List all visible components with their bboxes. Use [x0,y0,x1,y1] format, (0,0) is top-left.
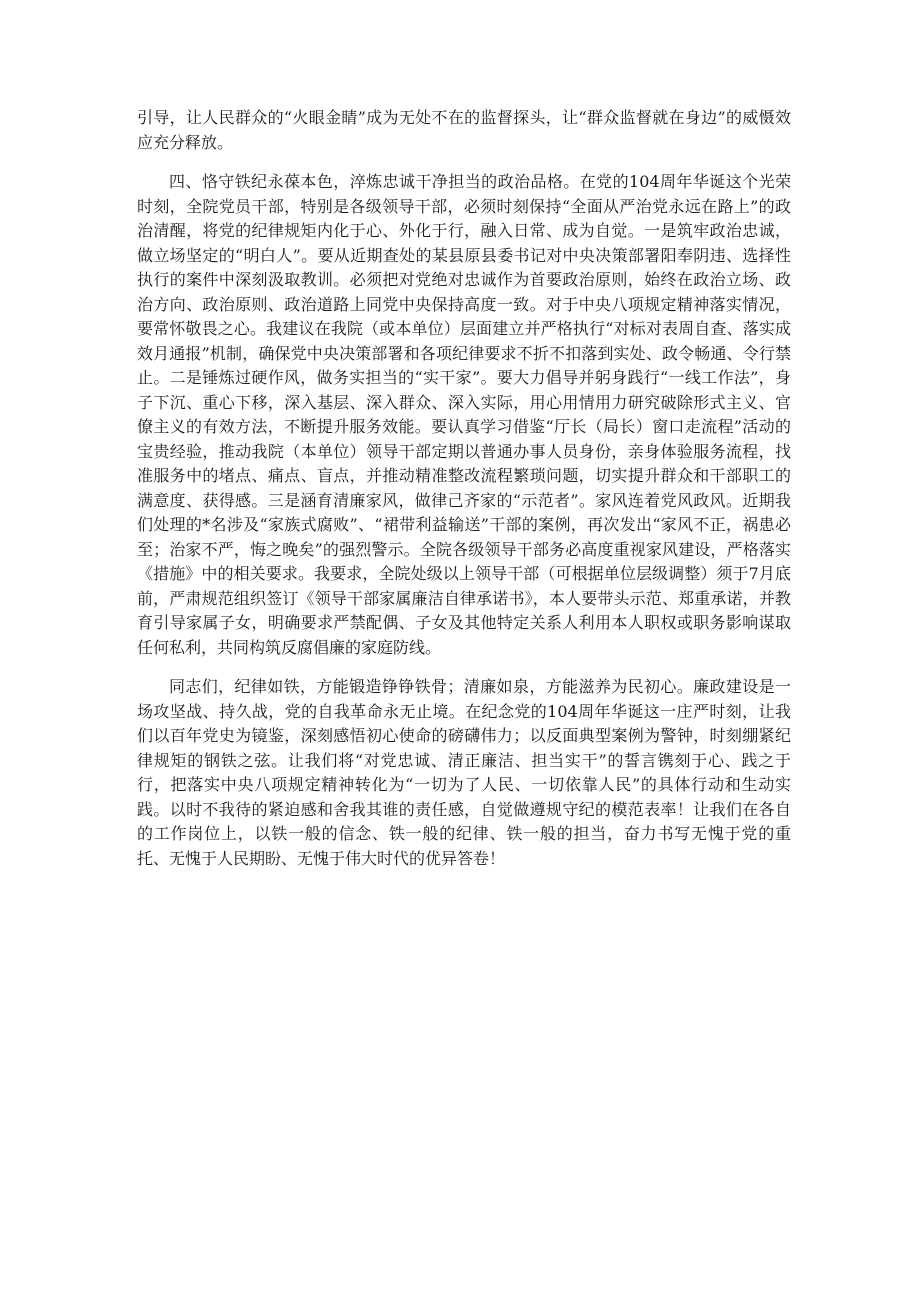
document-body [137,106,791,886]
paragraph-conclusion: 同志们，纪律如铁，方能锻造铮铮铁骨；清廉如泉，方能滋养为民初心。廉政建设是一场攻坚战、持久战，党的自我革命永无止境。在纪念党的104周年华诞这一庄严时刻，让我们以百年党史为镜鉴，深刻感悟初心使命的磅礴伟力；以反面典型案例为警钟，时刻绷紧纪律规矩的钢铁之弦。让我们将“对党忠诚、清正廉洁、担当实干”的誓言镌刻于心、践之于行，把落实中央八项规定精神转化为“一切为了人民、一切依靠人民”的具体行动和生动实践。以时不我待的紧迫感和舍我其谁的责任感，自觉做遵规守纪的模范表率！让我们在各自的工作岗位上，以铁一般的信念、铁一般的纪律、铁一般的担当，奋力书写无愧于党的重托、无愧于人民期盼、无愧于伟大时代的优异答卷！ [137,677,791,868]
paragraph-continuation: 引导，让人民群众的“火眼金睛”成为无处不在的监督探头，让“群众监督就在身边”的威慑效应充分释放。 [137,108,791,152]
paragraph-section-four: 四、恪守铁纪永葆本色，淬炼忠诚干净担当的政治品格。在党的104周年华诞这个光荣时刻，全院党员干部，特别是各级领导干部，必须时刻保持“全面从严治党永远在路上”的政治清醒，将党的纪律规矩内化于心、外化于行，融入日常、成为自觉。一是筑牢政治忠诚，做立场坚定的“明白人”。要从近期查处的某县原县委书记对中央决策部署阳奉阴违、选择性执行的案件中深刻汲取教训。必须把对党绝对忠诚作为首要政治原则，始终在政治立场、政治方向、政治原则、政治道路上同党中央保持高度一致。对于中央八项规定精神落实情况，要常怀敬畏之心。我建议在我院（或本单位）层面建立并严格执行“对标对表周自查、落实成效月通报”机制，确保党中央决策部署和各项纪律要求不折不扣落到实处、政令畅通、令行禁止。二是锤炼过硬作风，做务实担当的“实干家”。要大力倡导并躬身践行“一线工作法”，身子下沉、重心下移，深入基层、深入群众、深入实际，用心用情用力研究破除形式主义、官僚主义的有效方法，不断提升服务效能。要认真学习借鉴“厅长（局长）窗口走流程”活动的宝贵经验，推动我院（本单位）领导干部定期以普通办事人员身份，亲身体验服务流程，找准服务中的堵点、痛点、盲点，并推动精准整改流程繁琐问题，切实提升群众和干部职工的满意度、获得感。三是涵育清廉家风，做律己齐家的“示范者”。家风连着党风政风。近期我们处理的*名涉及“家族式腐败”、“裙带利益输送”干部的案例，再次发出“家风不正，祸患必至；治家不严，悔之晚矣”的强烈警示。全院各级领导干部务必高度重视家风建设，严格落实《措施》中的相关要求。我要求，全院处级以上领导干部（可根据单位层级调整）须于7月底前，严肃规范组织签订《领导干部家属廉洁自律承诺书》，本人要带头示范、郑重承诺，并教育引导家属子女，明确要求严禁配偶、子女及其他特定关系人利用本人职权或职务影响谋取任何私利，共同构筑反腐倡廉的家庭防线。 [137,172,791,657]
